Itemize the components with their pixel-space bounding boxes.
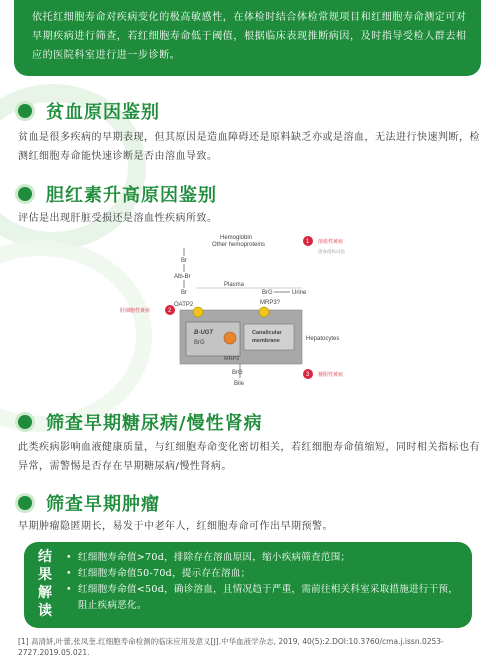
- bullet-dot-icon: [18, 415, 32, 429]
- intro-box: [14, 0, 481, 76]
- section-header-diabetes: [18, 409, 263, 435]
- reference-citation: [1] 高清妍,叶蕾,张凤奎.红细胞寿命检测的临床应用及意义[J].中华血液学杂志, 2019, 40(5):2.DOI:10.3760/cma.j.issn.0253-2727.2019.05.021.: [18, 637, 444, 657]
- section-text: 评估是出现肝脏受损还是溶血性疾病所致。: [18, 213, 218, 224]
- section-header-anemia: [18, 98, 160, 124]
- canalicular-box: [244, 324, 294, 350]
- oatp2-label: OATP2: [174, 302, 194, 308]
- section-text: 此类疾病影响血液健康质量，与红细胞寿命变化密切相关，若红细胞寿命值缩短，同时相关指标也有异常，需警惕是否存在早期糖尿病/慢性肾病。: [18, 442, 480, 472]
- legend-1-label: 溶血性黄疸: [318, 239, 344, 245]
- legend-num-2: 2: [168, 308, 172, 314]
- section-text: 早期肿瘤隐匿期长，易发于中老年人，红细胞寿命可作出早期预警。: [18, 521, 333, 532]
- brg-right-label: BrG: [262, 290, 273, 296]
- legend-num-3: 3: [306, 372, 310, 378]
- section-title: 筛查早期糖尿病/慢性肾病: [46, 413, 263, 434]
- mrp2-transporter-icon: [224, 332, 236, 344]
- other-hemoproteins-label: Other hemoproteins: [212, 242, 266, 248]
- alb-br-label: Alb-Br: [174, 274, 191, 280]
- hepatocytes-label: Hepatocytes: [306, 336, 340, 342]
- result-item: • 红细胞寿命值50-70d，提示存在溶血；: [66, 566, 466, 582]
- legend-2-label: 肝细胞性黄疸: [120, 308, 151, 314]
- bullet-dot-icon: [18, 496, 32, 510]
- bile-label: Bile: [234, 381, 245, 387]
- urine-label: Urine: [292, 290, 307, 296]
- canalicular-label: Canalicular: [252, 330, 282, 336]
- oatp2-transporter-icon: [193, 307, 203, 317]
- br-label: Br: [181, 258, 187, 264]
- result-item: • 红细胞寿命值>70d，排除存在溶血原因，缩小疾病筛查范围；: [66, 550, 466, 566]
- result-label-char: 果: [38, 567, 52, 583]
- legend-num-1: 1: [306, 239, 310, 245]
- br-mid-label: Br: [181, 290, 187, 296]
- brg-inner-label: BrG: [194, 340, 205, 346]
- result-item: • 红细胞寿命值<50d，确诊溶血，且情况趋于严重，需前往相关科室采取措施进行干预，阻止疾病恶化。: [66, 582, 466, 614]
- plasma-label: Plasma: [224, 282, 245, 288]
- result-label-char: 解: [38, 585, 52, 601]
- bullet-dot-icon: [18, 187, 32, 201]
- result-label: [34, 548, 56, 620]
- bullet-dot-icon: [18, 104, 32, 118]
- bilirubin-metabolism-diagram: [112, 228, 374, 388]
- hemoglobin-label: Hemoglobin: [220, 235, 253, 241]
- membrane-label: membrane: [252, 338, 280, 344]
- legend-1-sub: 溶血指标试验: [318, 249, 345, 254]
- mrp2-label: MRP2: [224, 356, 240, 362]
- b-ugt-label: B-UGT: [194, 330, 213, 336]
- section-header-tumor: [18, 490, 160, 516]
- section-title: 筛查早期肿瘤: [46, 494, 160, 515]
- section-text: 贫血是很多疾病的早期表现，但其原因是造血障碍还是原料缺乏亦或是溶血，无法进行快速判断，检测红细胞寿命能快速诊断是否由溶血导致。: [18, 132, 480, 162]
- mrp3-transporter-icon: [259, 307, 269, 317]
- result-label-char: 结: [38, 549, 52, 565]
- legend-3-label: 梗阻性黄疸: [318, 372, 344, 378]
- mrp3-label: MRP3?: [260, 300, 281, 306]
- result-interpretation-box: [24, 542, 472, 628]
- result-label-char: 读: [38, 603, 52, 619]
- section-title: 贫血原因鉴别: [46, 102, 160, 123]
- result-list: [66, 550, 466, 614]
- intro-text: 依托红细胞寿命对疾病变化的极高敏感性，在体检时结合体检常规项目和红细胞寿命测定可对早期疾病进行筛查，若红细胞寿命低于阈值，根据临床表现推断病因，及时指导受检人群去相应的医院科室进行进一步诊断。: [32, 12, 467, 61]
- section-header-bilirubin: [18, 181, 217, 207]
- brg-bottom-label: BrG: [232, 370, 243, 376]
- section-title: 胆红素升高原因鉴别: [46, 185, 217, 206]
